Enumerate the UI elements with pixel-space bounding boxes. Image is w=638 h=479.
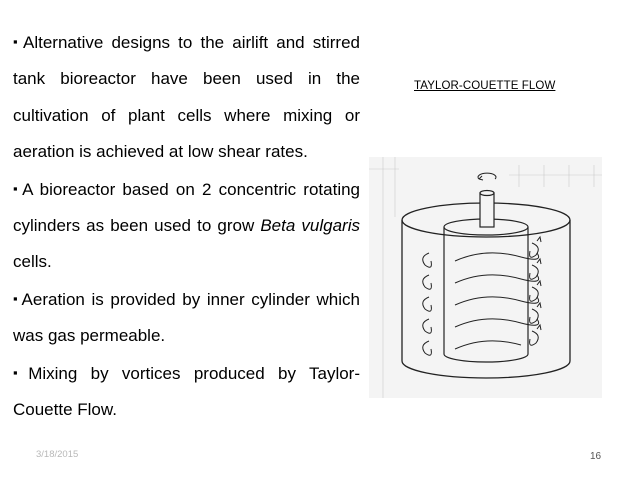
figure-caption: TAYLOR-COUETTE FLOW bbox=[414, 80, 556, 92]
bullet-text: Mixing by vortices produced by Taylor-Couette Flow. bbox=[13, 363, 361, 420]
bullet-item bbox=[13, 171, 360, 281]
bullet-text: cells. bbox=[13, 252, 52, 272]
footer-date: 3/18/2015 bbox=[36, 449, 79, 460]
species-name: Beta vulgaris bbox=[260, 216, 360, 236]
bullet-text: Aeration is provided by inner cylinder which was gas permeable. bbox=[13, 289, 360, 346]
square-bullet-icon: ▪ bbox=[13, 364, 27, 380]
bullet-text: Alternative designs to the airlift and stirred tank bioreactor have been used in the cultivation of plant cells where mixing or aeration is achieved at low shear rates. bbox=[13, 33, 360, 162]
square-bullet-icon: ▪ bbox=[13, 34, 22, 49]
page-number: 16 bbox=[590, 451, 602, 462]
bullet-item bbox=[13, 24, 360, 171]
bullet-list bbox=[13, 24, 360, 428]
bullet-item bbox=[13, 281, 360, 355]
bullet-text: A bioreactor based on 2 concentric rotating cylinders as been used to grow bbox=[13, 179, 361, 236]
taylor-couette-diagram bbox=[369, 157, 602, 398]
square-bullet-icon: ▪ bbox=[13, 180, 21, 196]
bullet-item bbox=[13, 355, 360, 429]
square-bullet-icon: ▪ bbox=[13, 290, 20, 306]
